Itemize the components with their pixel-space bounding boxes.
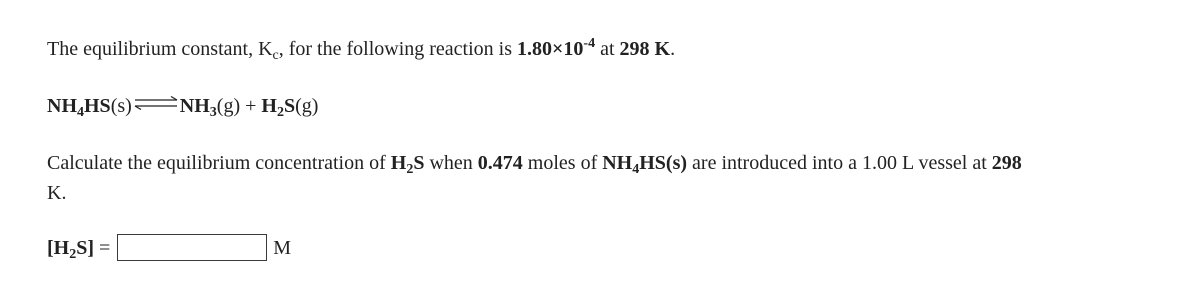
temperature-value: 298	[991, 152, 1022, 174]
reactant-formula: $NH_4HS$	[47, 95, 111, 120]
temperature-value: 298 K	[619, 38, 671, 60]
reaction-equation: $NH_4HS(s) NH_3(g) + H_2S(g)$	[47, 95, 319, 120]
moles-value: 0.474	[477, 152, 523, 174]
answer-label: $[H_2S]$	[47, 237, 95, 262]
answer-input[interactable]	[117, 234, 267, 261]
equilibrium-arrow-icon	[133, 96, 179, 110]
question-text: Calculate the equilibrium concentration of $H_2S$ when 0.474 moles of $NH_4HS(s)$ are introduced into a 1.00 L vessel at 298	[47, 152, 1022, 177]
equilibrium-constant-value: $1.80\times 10^{-4}$	[517, 36, 596, 60]
product-hydrogen-sulfide: $H_2S$	[261, 95, 296, 120]
unit-label: M	[273, 237, 292, 259]
problem-statement: The equilibrium constant, $K_c$, for the following reaction is $1.80\times 10^{-4}$ at 298 K.	[47, 36, 676, 63]
product-ammonia: $NH_3$	[179, 95, 217, 120]
answer-row: $[H_2S] = M$	[47, 234, 291, 261]
question-text-continued: K.	[47, 182, 67, 204]
